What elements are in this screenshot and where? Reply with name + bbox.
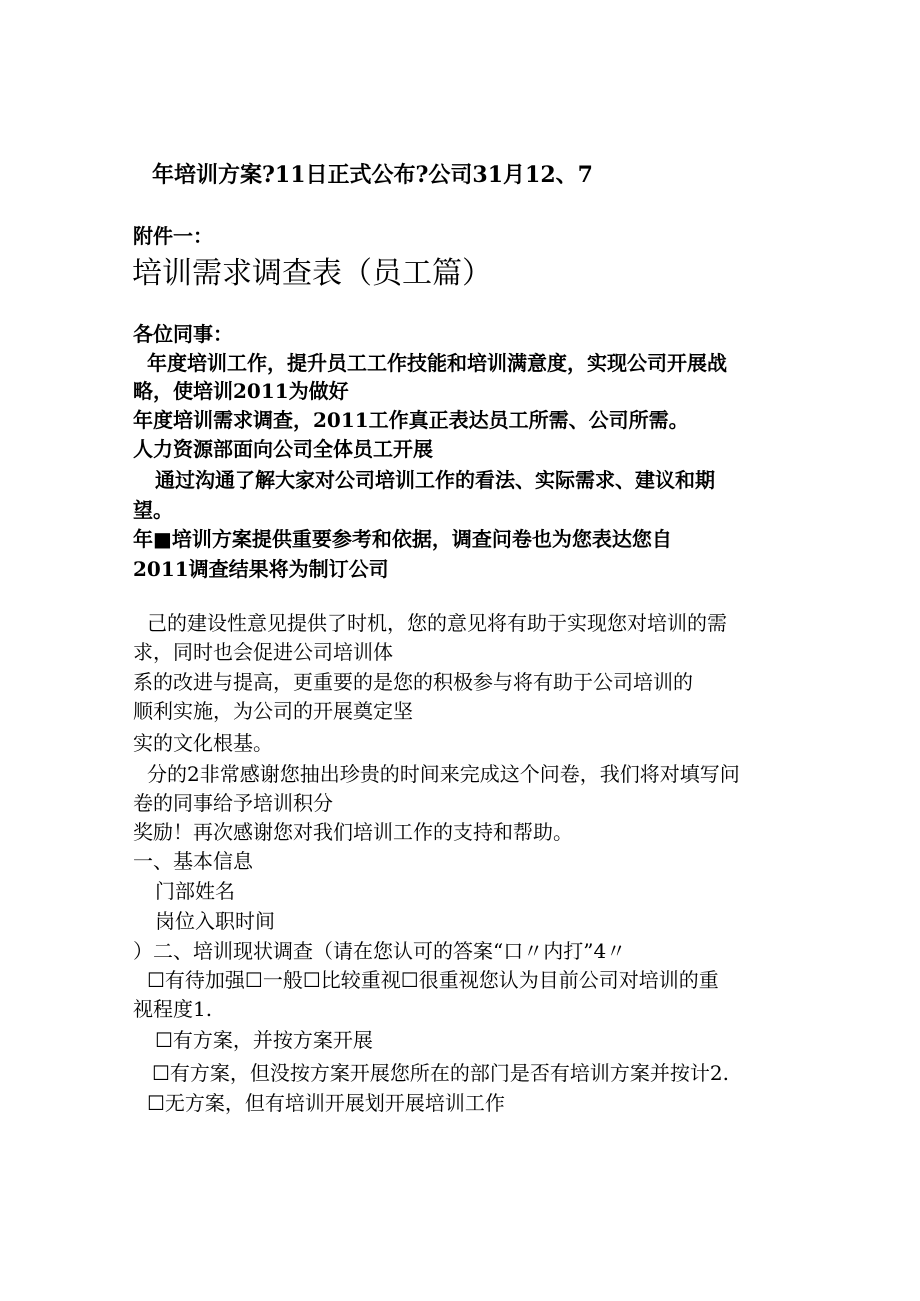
- position-join-date-field: 岗位入职时间: [155, 909, 275, 933]
- section-basic-heading: 一、基本信息: [133, 849, 253, 873]
- body-line: 求，同时也会促进公司培训体: [133, 640, 393, 664]
- intro-line: 略，使培训2011为做好: [133, 379, 349, 403]
- intro-line: 年度培训工作，提升员工工作技能和培训满意度，实现公司开展战: [147, 351, 727, 375]
- section-status-heading: ）二、培训现状调查（请在您认可的答案“口〃内打”4〃: [133, 939, 627, 963]
- body-line: 卷的同事给予培训积分: [133, 791, 333, 815]
- body-line: 系的改进与提高，更重要的是您的积极参与将有助于公司培训的: [133, 670, 693, 694]
- header-line: 年培训方案?11日正式公布?公司31月12、7: [152, 162, 593, 188]
- body-line: 己的建设性意见提供了时机，您的意见将有助于实现您对培训的需: [147, 611, 727, 635]
- department-name-field: 门部姓名: [155, 879, 235, 903]
- intro-line: 人力资源部面向公司全体员工开展: [133, 437, 433, 461]
- page-title: 培训需求调查表（员工篇）: [132, 256, 492, 291]
- question-2-option-2[interactable]: ☐有方案，但没按方案开展您所在的部门是否有培训方案并按计2.: [152, 1061, 730, 1085]
- body-line: 实的文化根基。: [133, 731, 273, 755]
- question-2-option-1[interactable]: ☐有方案，并按方案开展: [155, 1028, 373, 1052]
- body-line: 顺利实施，为公司的开展奠定坚: [133, 699, 413, 723]
- attachment-label: 附件一：: [133, 224, 213, 248]
- intro-line: 通过沟通了解大家对公司培训工作的看法、实际需求、建议和期: [155, 468, 715, 492]
- body-line: 分的2非常感谢您抽出珍贵的时间来完成这个问卷，我们将对填写问: [147, 762, 740, 786]
- greeting: 各位同事：: [133, 322, 233, 346]
- question-2-option-3[interactable]: ☐无方案，但有培训开展划开展培训工作: [147, 1091, 505, 1115]
- question-1-label: 视程度1.: [133, 997, 213, 1021]
- intro-line: 年度培训需求调查，2011工作真正表达员工所需、公司所需。: [133, 408, 689, 432]
- question-1-options[interactable]: ☐有待加强☐一般☐比较重视☐很重视您认为目前公司对培训的重: [147, 968, 719, 992]
- intro-line: 2011调查结果将为制订公司: [133, 557, 389, 581]
- intro-line: 望。: [133, 498, 173, 522]
- intro-line: 年■培训方案提供重要参考和依据，调查问卷也为您表达您自: [133, 527, 672, 551]
- body-line: 奖励！再次感谢您对我们培训工作的支持和帮助。: [133, 820, 573, 844]
